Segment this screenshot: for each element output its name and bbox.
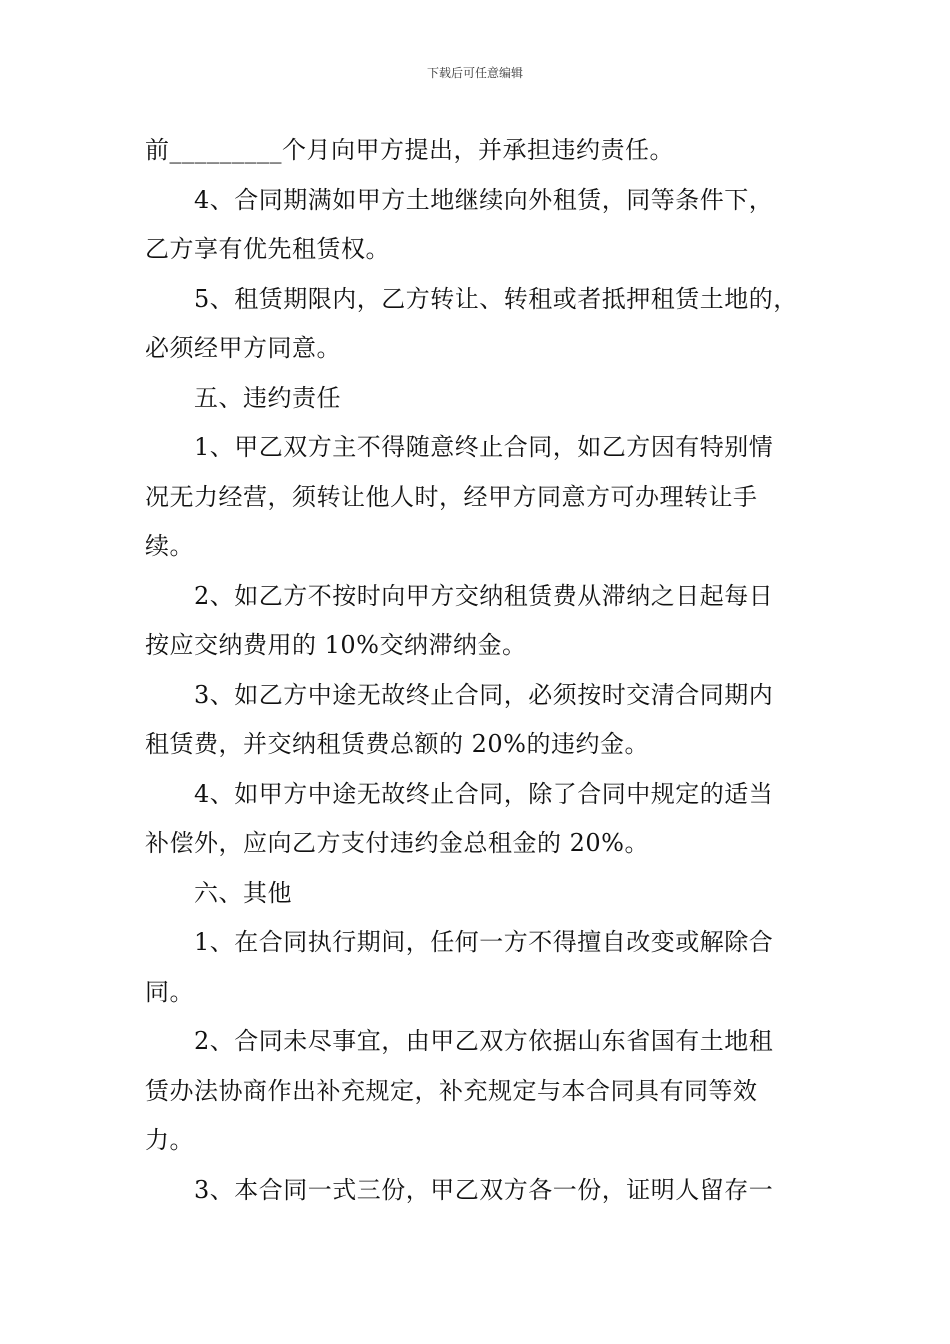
page-header: 下载后可任意编辑 xyxy=(426,66,523,80)
text-line: 3、如乙方中途无故终止合同，必须按时交清合同期内 xyxy=(194,680,774,709)
text-line: 5、租赁期限内，乙方转让、转租或者抵押租赁土地的， xyxy=(194,284,798,313)
section-heading: 五、违约责任 xyxy=(194,383,341,412)
section-heading: 六、其他 xyxy=(194,878,292,907)
text-line: 租赁费，并交纳租赁费总额的 20%的违约金。 xyxy=(145,730,649,758)
text-line: 1、甲乙双方主不得随意终止合同，如乙方因有特别情 xyxy=(194,433,774,461)
text-line: 力。 xyxy=(145,1126,194,1154)
text-line: 乙方享有优先租赁权。 xyxy=(145,235,390,263)
text-line: 同。 xyxy=(145,977,194,1006)
text-line: 4、合同期满如甲方土地继续向外租赁，同等条件下， xyxy=(194,185,774,214)
text-line: 2、如乙方不按时向甲方交纳租赁费从滞纳之日起每日 xyxy=(194,581,774,610)
text-line: 续。 xyxy=(145,532,194,560)
text-line: 必须经甲方同意。 xyxy=(145,334,341,362)
text-line: 前_________个月向甲方提出，并承担违约责任。 xyxy=(145,136,674,164)
text-line: 按应交纳费用的 10%交纳滞纳金。 xyxy=(145,631,527,659)
text-line: 3、本合同一式三份，甲乙双方各一份，证明人留存一 xyxy=(194,1175,774,1204)
text-line: 补偿外，应向乙方支付违约金总租金的 20%。 xyxy=(145,829,649,857)
text-line: 赁办法协商作出补充规定，补充规定与本合同具有同等效 xyxy=(145,1076,758,1105)
document-body xyxy=(145,126,815,1215)
text-line: 2、合同未尽事宜，由甲乙双方依据山东省国有土地租 xyxy=(194,1027,774,1055)
text-line: 4、如甲方中途无故终止合同，除了合同中规定的适当 xyxy=(194,779,774,808)
text-line: 况无力经营，须转让他人时，经甲方同意方可办理转让手 xyxy=(145,482,758,511)
text-line: 1、在合同执行期间，任何一方不得擅自改变或解除合 xyxy=(194,928,774,956)
